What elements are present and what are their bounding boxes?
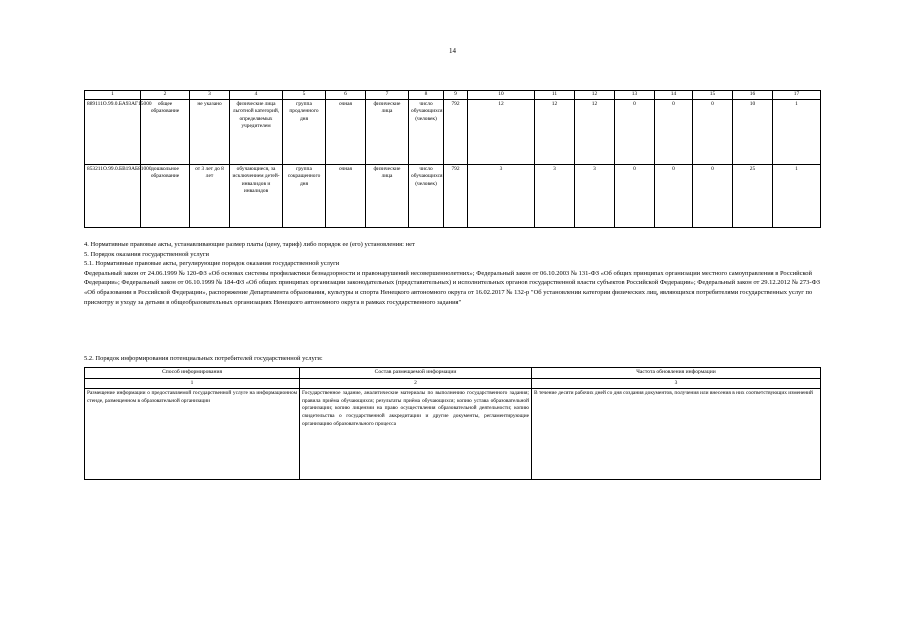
header-cell: 10 (468, 91, 535, 100)
header-cell: Состав размещаемой информации (300, 368, 532, 379)
table-cell: 12 (575, 99, 615, 164)
table-cell: 0 (655, 164, 693, 227)
header-cell: 9 (444, 91, 468, 100)
table-header-row (85, 91, 821, 100)
column-number: 1 (85, 378, 300, 389)
header-cell: 5 (283, 91, 326, 100)
header-cell: 17 (773, 91, 821, 100)
table-row (85, 99, 821, 164)
table-cell: физические лица (366, 99, 409, 164)
header-cell: 1 (85, 91, 141, 100)
table-cell: группа продленного дня (283, 99, 326, 164)
table-cell: 889111О.99.0.БА93АГ15000 (85, 99, 141, 164)
table-cell: число обучающихся (человек) (409, 164, 444, 227)
table-cell: 3 (468, 164, 535, 227)
table-cell: число обучающихся (человек) (409, 99, 444, 164)
table-cell: от 3 лет до 8 лет (190, 164, 230, 227)
header-cell: 14 (655, 91, 693, 100)
header-cell: 7 (366, 91, 409, 100)
table-cell: физические лица льготной категорий, определяемых учредителем (230, 99, 283, 164)
table-cell: 10 (733, 99, 773, 164)
table-cell: 0 (693, 164, 733, 227)
table-cell: 12 (468, 99, 535, 164)
table-cell: обучающиеся, за исключением детей-инвалидов и инвалидов (230, 164, 283, 227)
header-cell: 2 (141, 91, 190, 100)
regulations-text (84, 240, 820, 307)
table-cell: 0 (615, 164, 655, 227)
table-cell: 853211О.99.0.БВ19АБ81000 (85, 164, 141, 227)
header-cell: Способ информирования (85, 368, 300, 379)
table-cell: 3 (535, 164, 575, 227)
table-cell: 792 (444, 164, 468, 227)
table-cell: 0 (655, 99, 693, 164)
header-cell: 3 (190, 91, 230, 100)
table-cell: 0 (615, 99, 655, 164)
page-number: 14 (449, 47, 456, 55)
header-cell: 12 (575, 91, 615, 100)
header-cell: 15 (693, 91, 733, 100)
table-cell: очная (326, 164, 366, 227)
header-cell: Частота обновления информации (532, 368, 821, 379)
header-cell: 8 (409, 91, 444, 100)
column-number-row (85, 378, 821, 389)
header-cell: 13 (615, 91, 655, 100)
paragraph-5-1-title: 5.1. Нормативные правовые акты, регулирующие порядок оказания государственной услуги (84, 260, 340, 268)
informing-table (84, 367, 821, 480)
table-cell: очная (326, 99, 366, 164)
header-cell: 6 (326, 91, 366, 100)
informing-method-cell: Размещение информации о предоставляемой государственной услуге на информационном стенде, размещенном в образовательной организации (85, 389, 300, 480)
table-row (85, 164, 821, 227)
paragraph-4: 4. Нормативные правовые акты, устанавливающие размер платы (цену, тариф) либо порядок ее (его) установления: нет (84, 241, 415, 248)
table-cell: не указано (190, 99, 230, 164)
table-cell: общее образование (141, 99, 190, 164)
header-cell: 4 (230, 91, 283, 100)
column-number: 2 (300, 378, 532, 389)
table-cell: группа сокращенного дня (283, 164, 326, 227)
column-number: 3 (532, 378, 821, 389)
table-cell: 3 (575, 164, 615, 227)
table-header-row (85, 368, 821, 379)
table-cell: дошкольное образование (141, 164, 190, 227)
table-cell: 1 (773, 99, 821, 164)
update-frequency-cell: В течение десяти рабочих дней со дня создания документов, получения или внесения в них соответствующих изменений (532, 389, 821, 480)
header-cell: 16 (733, 91, 773, 100)
table-cell: 792 (444, 99, 468, 164)
table-cell: 0 (693, 99, 733, 164)
table-cell: 25 (733, 164, 773, 227)
table-cell: 1 (773, 164, 821, 227)
services-volume-table (84, 90, 821, 228)
paragraph-5-2: 5.2. Порядок информирования потенциальных потребителей государственной услуги: (84, 355, 323, 362)
table-row (85, 389, 821, 480)
paragraph-5: 5. Порядок оказания государственной услуги (84, 250, 209, 258)
paragraph-5-1-body: Федеральный закон от 24.06.1999 № 120-ФЗ «Об основах системы профилактики безнадзорности и правонарушений несовершеннолетних»; Федеральный закон от 06.10.2003 № 131-ФЗ «Об общих принципах организации местного самоуправления в Российской Федерации»; Федеральный закон от 06.10.1999 № 184-ФЗ «Об общих принципах организации законодательных (представительных) и исполнительных органов государственной власти субъектов Российской Федерации»; Федеральный закон от 29.12.2012 № 273-ФЗ «Об образовании в Российской Федерации», распоряжение Департамента образования, культуры и спорта Ненецкого автономного округа от 16.02.2017 № 132-р "Об установлении категории физических лиц, являющихся потребителями государственных услуг по присмотру и уходу за детьми в общеобразовательных организациях Ненецкого автономного округа в рамках государственного задания" (84, 269, 820, 306)
table-cell: 12 (535, 99, 575, 164)
table-cell: физические лица (366, 164, 409, 227)
header-cell: 11 (535, 91, 575, 100)
information-content-cell: Государственное задание, аналитические материалы по выполнению государственного задания; правила приёма обучающихся; результаты приёма обучающихся; копию устава образовательной организации; копию лицензии на право осуществления образовательной деятельности; копию свидетельства о государственной аккредитации и другие документы, регламентирующие организацию образовательного процесса (300, 389, 532, 480)
